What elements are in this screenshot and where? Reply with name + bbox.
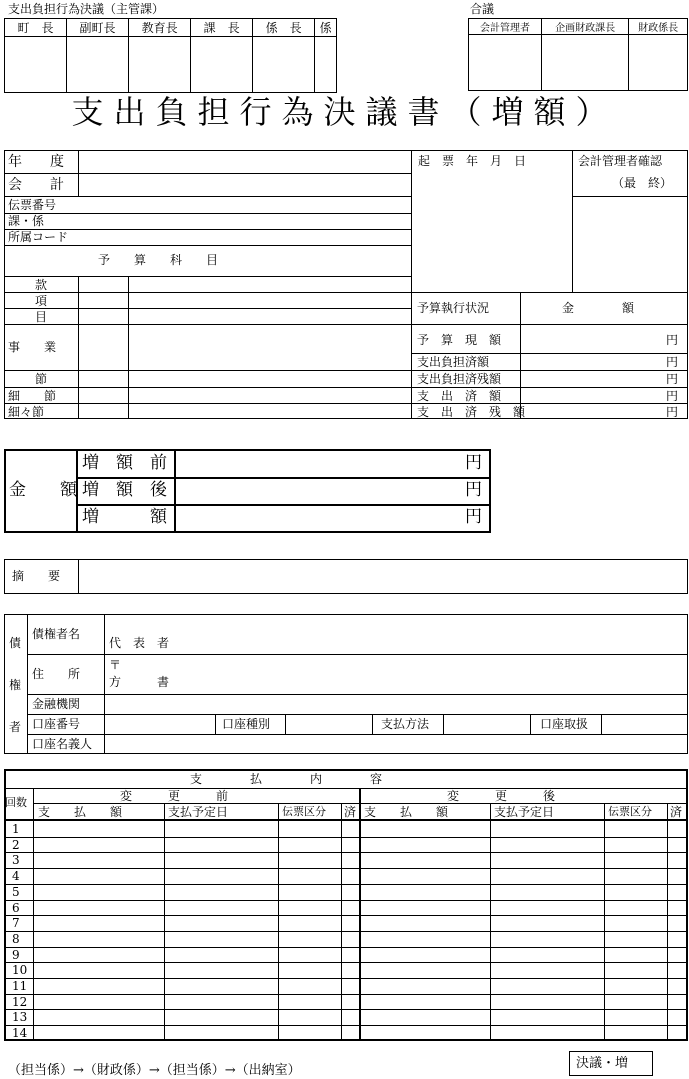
info-section [4, 150, 688, 419]
setsu-label: 節 [35, 372, 48, 386]
row-divider [4, 1025, 688, 1026]
amount-before-label: 増 額 前 [82, 453, 167, 473]
yen-unit: 円 [666, 333, 679, 347]
moku-label: 目 [35, 310, 48, 324]
row-divider [4, 837, 688, 838]
row-number: 3 [12, 853, 20, 868]
row-number: 14 [12, 1026, 28, 1041]
department-code-label: 所属コード [8, 230, 69, 244]
consultation-stamp-table [468, 18, 688, 91]
creditor-section [4, 614, 688, 754]
document-title: 支出負担行為決議書（増額） [71, 93, 618, 131]
stamp-label: 町 長 [5, 19, 67, 37]
stamp-cell [629, 35, 688, 91]
row-number: 1 [12, 822, 20, 836]
stamp-label: 企画財政課長 [542, 19, 629, 35]
yen-unit: 円 [465, 480, 482, 500]
creditor-side-char: 権 [9, 678, 22, 692]
col-header: 伝票区分 [608, 805, 652, 818]
row-divider [4, 915, 688, 916]
payment-title: 支 払 内 容 [190, 772, 383, 786]
yen-unit: 円 [666, 405, 679, 419]
project-label: 事 業 [8, 340, 57, 354]
col-header: 支 払 額 [38, 805, 123, 819]
budget-row-label: 支出負担済額 [417, 355, 490, 369]
row-divider [4, 931, 688, 932]
kan-label: 款 [35, 278, 48, 292]
stamp-cell [191, 37, 253, 93]
section-label: 課・係 [8, 214, 45, 228]
col-header: 済 [670, 805, 683, 819]
postal-mark: 〒 [109, 658, 122, 672]
row-number: 10 [12, 963, 28, 978]
row-divider [4, 994, 688, 995]
col-header: 支払予定日 [494, 805, 555, 819]
saisaisetsu-label: 細々節 [8, 405, 45, 419]
row-number: 7 [12, 916, 20, 931]
account-number-label: 口座番号 [32, 717, 81, 731]
budget-row-label: 支出負担済残額 [417, 372, 502, 386]
budget-subject-label: 予 算 科 目 [98, 253, 219, 267]
account-type-label: 口座種別 [222, 717, 271, 731]
account-holder-label: 口座名義人 [32, 737, 93, 751]
stamp-label: 課 長 [191, 19, 253, 37]
after-change-label: 変 更 後 [447, 789, 556, 803]
amount-header-label: 金 額 [562, 301, 635, 315]
col-header: 済 [344, 805, 357, 819]
col-header: 伝票区分 [282, 805, 326, 818]
amount-label: 金 額 [9, 480, 77, 500]
stamp-cell [253, 37, 315, 93]
account-handling-label: 口座取扱 [540, 717, 589, 731]
stamp-label: 係 [315, 19, 337, 37]
row-number: 9 [12, 947, 20, 962]
count-label: 回数 [5, 796, 27, 809]
stamp-label: 係 長 [253, 19, 315, 37]
creditor-side-char: 者 [9, 720, 22, 734]
creditor-side-char: 債 [9, 636, 22, 650]
col-header: 支 払 額 [364, 805, 449, 819]
yen-unit: 円 [465, 507, 482, 527]
left-approval-caption: 支出負担行為決議（主管課） [8, 2, 165, 16]
stamp-label: 財政係長 [629, 19, 688, 35]
stamp-cell [542, 35, 629, 91]
drafting-date-label: 起 票 年 月 日 [418, 154, 527, 168]
yen-unit: 円 [666, 372, 679, 386]
saisetsu-label: 細 節 [8, 389, 57, 403]
slip-number-label: 伝票番号 [8, 198, 57, 212]
stamp-cell [129, 37, 191, 93]
yen-unit: 円 [666, 389, 679, 403]
stamp-cell [315, 37, 337, 93]
row-number: 5 [12, 884, 20, 899]
summary-label: 摘 要 [12, 569, 61, 583]
workflow-text: （担当係）→（財政係）→（担当係）→（出納室） [8, 1063, 301, 1078]
stamp-cell [469, 35, 542, 91]
row-number: 2 [12, 837, 20, 852]
row-number: 4 [12, 869, 20, 884]
row-number: 12 [12, 994, 28, 1009]
col-header: 支払予定日 [168, 805, 229, 819]
row-divider [4, 884, 688, 885]
accounting-manager-confirm-label: 会計管理者確認 [578, 154, 663, 168]
row-divider [4, 1009, 688, 1010]
row-divider [4, 962, 688, 963]
form-type-label: 決議・増 [576, 1056, 629, 1071]
row-number: 6 [12, 900, 20, 915]
row-divider [4, 852, 688, 853]
payment-method-label: 支払方法 [381, 717, 430, 731]
before-change-label: 変 更 前 [120, 789, 229, 803]
yen-unit: 円 [666, 355, 679, 369]
row-divider [4, 868, 688, 869]
bank-label: 金融機関 [32, 697, 81, 711]
approval-stamp-table [4, 18, 337, 93]
representative-label: 代 表 者 [109, 636, 170, 650]
address-care-of-label: 方 書 [109, 675, 170, 689]
right-approval-caption: 合議 [470, 2, 495, 16]
budget-row-label: 予 算 現 額 [417, 333, 502, 347]
stamp-label: 教育長 [129, 19, 191, 37]
stamp-cell [5, 37, 67, 93]
creditor-name-label: 債権者名 [32, 627, 81, 641]
address-label: 住 所 [32, 667, 81, 681]
final-label: （最 終） [612, 176, 673, 190]
budget-row-label: 支 出 済 残 額 [417, 405, 526, 419]
budget-row-label: 支 出 済 額 [417, 389, 502, 403]
row-divider [4, 900, 688, 901]
stamp-cell [67, 37, 129, 93]
yen-unit: 円 [465, 453, 482, 473]
row-divider [4, 978, 688, 979]
amount-after-label: 増 額 後 [82, 480, 167, 500]
amount-increase-label: 増 額 [82, 507, 167, 527]
row-number: 11 [12, 979, 28, 993]
stamp-label: 会計管理者 [469, 19, 542, 35]
row-number: 8 [12, 931, 20, 946]
row-divider [4, 947, 688, 948]
fiscal-year-label: 年 度 [8, 154, 64, 170]
budget-status-label: 予算執行状況 [417, 301, 490, 315]
summary-box [4, 559, 688, 594]
stamp-label: 副町長 [67, 19, 129, 37]
kou-label: 項 [35, 294, 48, 308]
row-number: 13 [12, 1010, 28, 1025]
account-label: 会 計 [8, 177, 64, 193]
